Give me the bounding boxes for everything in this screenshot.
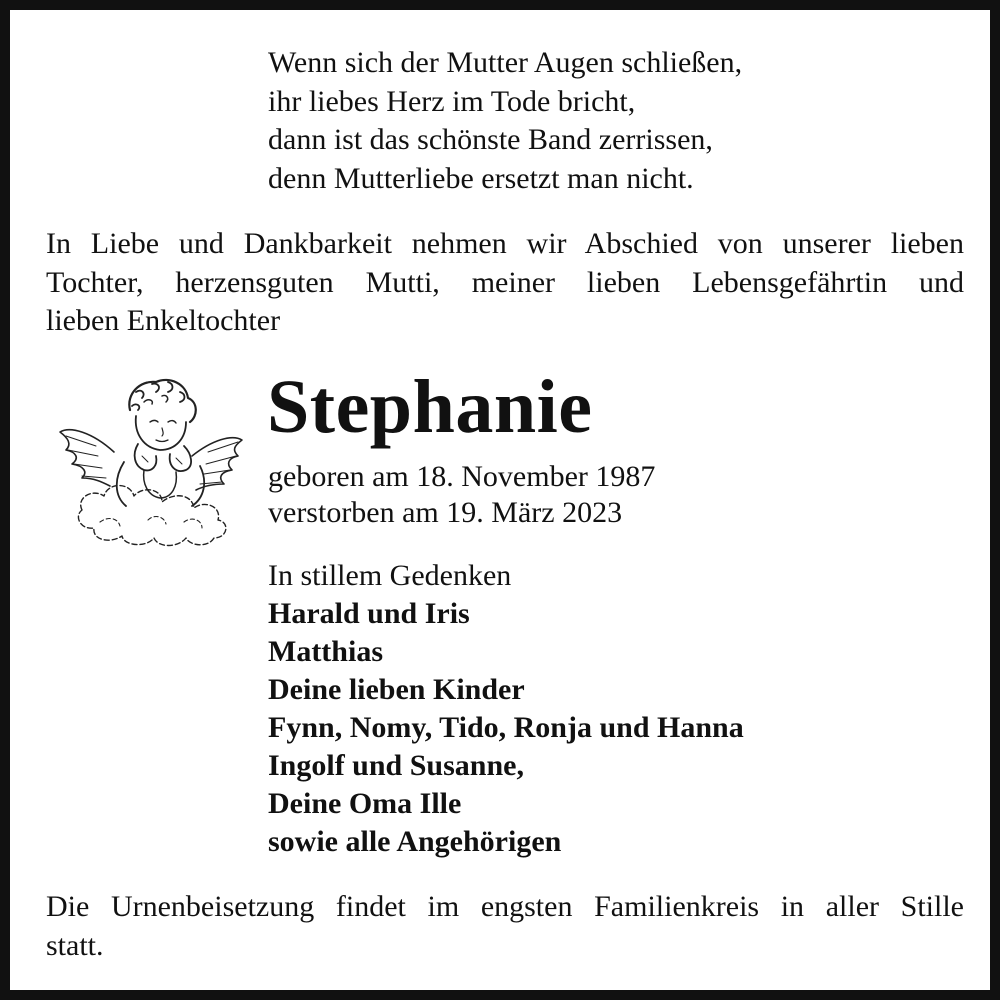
- mourner-entry: sowie alle Angehörigen: [268, 825, 562, 858]
- poem-line: Wenn sich der Mutter Augen schließen,: [268, 46, 743, 79]
- mourner-entry: Deine lieben Kinder: [268, 673, 525, 706]
- death-date: verstorben am 19. März 2023: [268, 496, 623, 529]
- mourner-entry: Harald und Iris: [268, 597, 470, 630]
- footer-line: Die Urnenbeisetzung findet im engsten Familienkreis in aller Stille: [46, 890, 964, 923]
- intro-line: In Liebe und Dankbarkeit nehmen wir Abschied von unserer lieben: [46, 227, 964, 260]
- farewell-intro: [46, 225, 964, 341]
- mourners-list: [268, 557, 744, 861]
- poem-line: ihr liebes Herz im Tode bricht,: [268, 84, 636, 118]
- birth-date: geboren am 18. November 1987: [268, 460, 656, 493]
- mourner-entry: Ingolf und Susanne,: [268, 749, 524, 782]
- cherub-angel-icon: [52, 370, 247, 555]
- poem-line: denn Mutterliebe ersetzt man nicht.: [268, 161, 694, 195]
- footer-line: statt.: [46, 928, 104, 962]
- mourner-entry: Matthias: [268, 635, 383, 668]
- life-dates: [268, 459, 655, 531]
- deceased-name: Stephanie: [267, 365, 593, 449]
- mourners-heading: In stillem Gedenken: [268, 559, 512, 592]
- intro-line: lieben Enkeltochter: [46, 304, 281, 337]
- poem-line: dann ist das schönste Band zerrissen,: [268, 123, 713, 156]
- intro-line: Tochter, herzensguten Mutti, meiner lieben Lebensgefährtin und: [46, 265, 964, 299]
- memorial-poem: [268, 44, 742, 198]
- mourner-entry: Deine Oma Ille: [268, 787, 462, 820]
- burial-notice: [46, 888, 964, 965]
- mourner-entry: Fynn, Nomy, Tido, Ronja und Hanna: [268, 711, 744, 744]
